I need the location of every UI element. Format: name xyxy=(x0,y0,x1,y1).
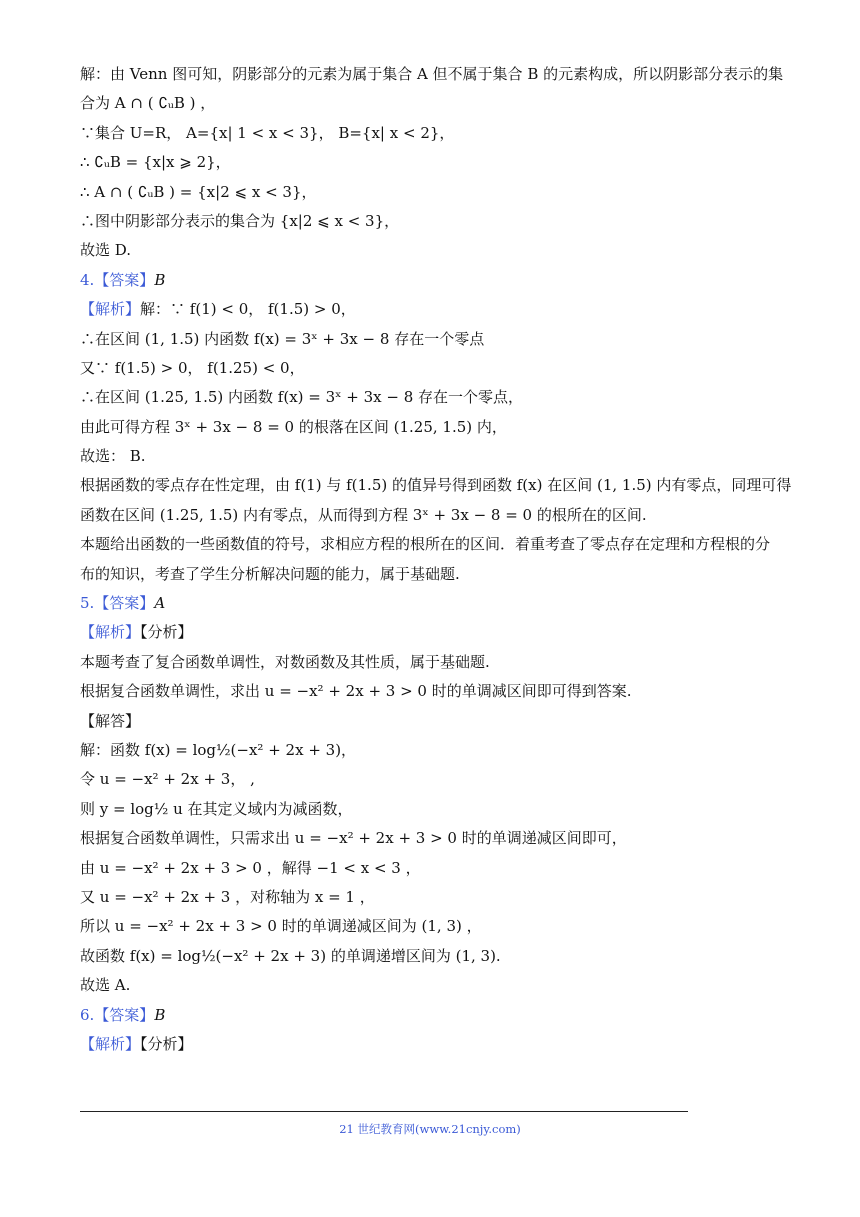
document-body xyxy=(80,60,792,1059)
analysis-line xyxy=(80,295,780,324)
text-line: 令 u = −x² + 2x + 3， , xyxy=(80,770,255,789)
text-line: ∴ A ∩ ( ∁ᵤB ) = {x|2 ⩽ x < 3}， xyxy=(80,182,317,201)
footer-divider xyxy=(80,1111,688,1112)
text-line: 根据复合函数单调性，只需求出 u = −x² + 2x + 3 > 0 时的单调递减区间即可， xyxy=(80,829,627,848)
text-line: 解：函数 f(x) = log½(−x² + 2x + 3)， xyxy=(80,740,357,759)
text-line: 根据复合函数单调性，求出 u = −x² + 2x + 3 > 0 时的单调减区间即可得到答案. xyxy=(80,682,632,701)
answer-value: B xyxy=(154,270,166,289)
analysis-line xyxy=(80,1030,780,1059)
text-line: 又∵ f(1.5) > 0， f(1.25) < 0， xyxy=(80,358,305,377)
text-line: 又 u = −x² + 2x + 3 ，对称轴为 x = 1 ， xyxy=(80,887,375,906)
text-line: 【解答】 xyxy=(80,711,141,730)
text-line: 所以 u = −x² + 2x + 3 > 0 时的单调递减区间为 (1, 3) ， xyxy=(80,917,482,936)
answer-label: 6.【答案】 xyxy=(80,1005,155,1024)
text-line: 根据函数的零点存在性定理，由 f(1) 与 f(1.5) 的值异号得到函数 f(x) 在区间 (1, 1.5) 内有零点，同理可得 xyxy=(80,476,792,495)
text-line: 则 y = log½ u 在其定义域内为减函数， xyxy=(80,799,353,818)
answer-label: 4.【答案】 xyxy=(80,270,155,289)
analysis-label: 【解析】 xyxy=(80,623,141,642)
text-line: 故选 A. xyxy=(80,976,131,995)
answer-label: 5.【答案】 xyxy=(80,594,155,613)
text-line: ∵集合 U=R， A={x| 1 < x < 3}， B={x| x < 2}， xyxy=(80,123,455,142)
answer-value: A xyxy=(154,594,166,613)
text-line: 本题给出函数的一些函数值的符号，求相应方程的根所在的区间．着重考查了零点存在定理和方程根的分 xyxy=(80,535,771,554)
footer-source-text: 21 世纪教育网(www.21cnjy.com) xyxy=(339,1122,521,1136)
text-line: 本题考查了复合函数单调性，对数函数及其性质，属于基础题. xyxy=(80,652,490,671)
analysis-label: 【解析】 xyxy=(80,300,141,319)
text-line: ∴在区间 (1, 1.5) 内函数 f(x) = 3ˣ + 3x − 8 存在一个零点 xyxy=(80,329,485,348)
answer-line-4 xyxy=(80,266,780,295)
text-line: 合为 A ∩ ( ∁ᵤB ) ， xyxy=(80,94,216,113)
answer-line-6 xyxy=(80,1001,780,1030)
text-line: ∴ ∁ᵤB = {x|x ⩾ 2}， xyxy=(80,153,231,172)
answer-line-5 xyxy=(80,589,780,618)
answer-value: B xyxy=(154,1005,166,1024)
text-line: 故选 D. xyxy=(80,241,132,260)
text-line: 故选： B. xyxy=(80,447,146,466)
text-line: 故函数 f(x) = log½(−x² + 2x + 3) 的单调递增区间为 (1, 3). xyxy=(80,946,501,965)
analysis-line xyxy=(80,618,780,647)
analysis-text: 【分析】 xyxy=(140,623,193,642)
analysis-label: 【解析】 xyxy=(80,1034,141,1053)
text-line: ∴在区间 (1.25, 1.5) 内函数 f(x) = 3ˣ + 3x − 8 存在一个零点， xyxy=(80,388,524,407)
text-line: 解：由 Venn 图可知，阴影部分的元素为属于集合 A 但不属于集合 B 的元素构成，所以阴影部分表示的集 xyxy=(80,65,784,83)
text-line: 由此可得方程 3ˣ + 3x − 8 = 0 的根落在区间 (1.25, 1.5) 内， xyxy=(80,417,507,436)
text-line: 布的知识，考查了学生分析解决问题的能力，属于基础题. xyxy=(80,564,460,583)
analysis-text: 【分析】 xyxy=(140,1034,193,1053)
text-line: ∴图中阴影部分表示的集合为 {x|2 ⩽ x < 3}， xyxy=(80,211,400,230)
analysis-text: 解：∵ f(1) < 0， f(1.5) > 0， xyxy=(140,300,356,319)
text-line: 函数在区间 (1.25, 1.5) 内有零点，从而得到方程 3ˣ + 3x − 8 = 0 的根所在的区间. xyxy=(80,505,647,524)
text-line: 由 u = −x² + 2x + 3 > 0 ，解得 −1 < x < 3 ， xyxy=(80,858,421,877)
